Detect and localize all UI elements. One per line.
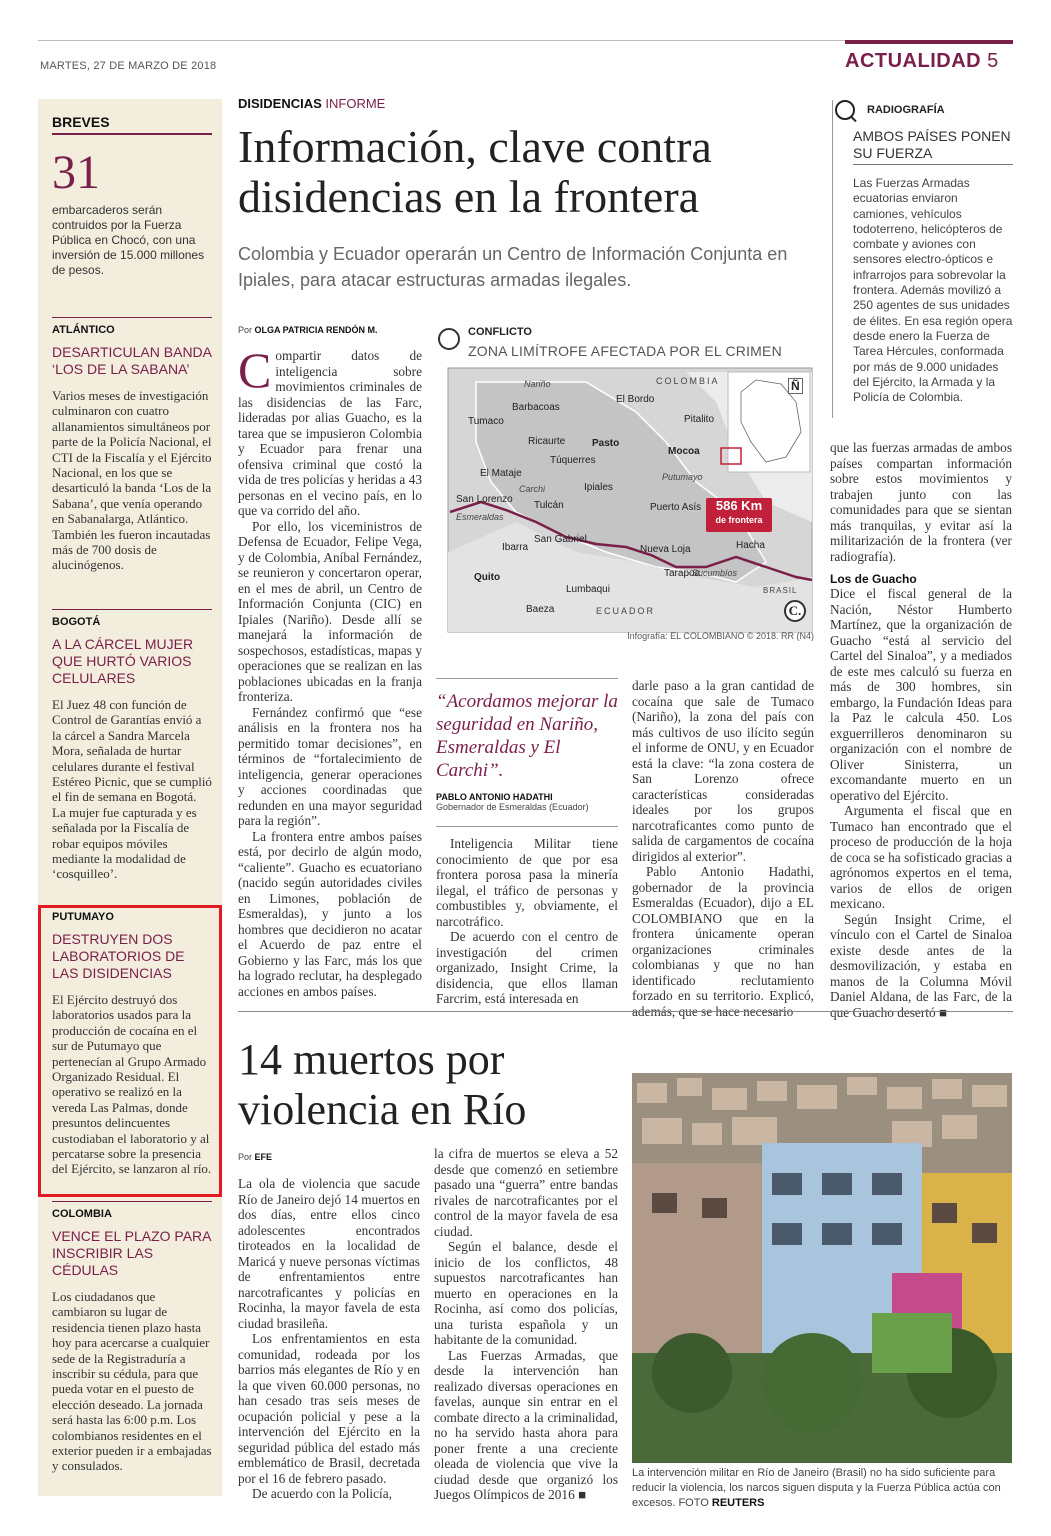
pull-quote: [436, 690, 618, 812]
brief-text: Los ciudadanos que cambiaron su lugar de residencia tienen plazo hasta hoy para acercarse a cualquier sede de la Registraduría a inscribir su cédula, para que pueda votar en el puesto de elección deseado. La jornada será hasta las 6:00 p.m. Los colombianos residentes en el exterior pueden ir a embajadas y consulados.: [52, 1289, 212, 1474]
article-byline: [238, 325, 378, 335]
brief-region: PUTUMAYO: [52, 911, 114, 923]
place-label: Ibarra: [502, 542, 529, 553]
quote-author: PABLO ANTONIO HADATHI: [436, 792, 553, 802]
byline-author: EFE: [254, 1152, 273, 1162]
kicker-topic: DISIDENCIAS: [238, 96, 322, 111]
place-label: Hacha: [736, 540, 765, 551]
magnifier-icon: [835, 100, 855, 120]
paragraph: darle paso a la gran cantidad de cocaína que sale de Tumaco (Nariño), la zona del país con más cultivos de uso ilícito según el informe de ONU, y en Ecuador está la clave: “la zona costera de San Lorenzo ofrece características consideradas ideales por los grupos narcotraficantes como punto de salida de cargamentos de cocaína dirigidos al exterior”.: [632, 678, 814, 864]
region-label: Nariño: [524, 379, 551, 389]
section-name: ACTUALIDAD: [845, 50, 982, 72]
paragraph: De acuerdo con el centro de investigación del crimen organizado, Insight Crime, la disidencia, que ellos llaman Farcrim, está interesada en: [436, 929, 618, 1006]
map-credit: Infografía: EL COLOMBIANO © 2018. RR (N4): [627, 631, 814, 641]
article-column-1: [238, 342, 422, 999]
brief-text: El Ejército destruyó dos laboratorios usados para la producción de cocaína en el sur de Putumayo que pertenecían al Grupo Armado Organizado Residual. El operativo se realizó en la vereda Las Palmas, donde presuntos delincuentes custodiaban el laboratorio y al percatarse sobre la presencia del Ejército, se lanzaron al río.: [52, 992, 212, 1177]
paragraph: Los enfrentamientos en esta comunidad, rodeada por los barrios más elegantes de Río y en la que viven 60.000 personas, no han cesado tras seis meses de ocupación policial y pese a la intervención del Ejército en la seguridad pública del estado más emblemático de Brasil, decretada por el 16 de febrero pasado.: [238, 1331, 420, 1486]
breves-intro: [52, 114, 212, 278]
place-label: San Gabriel: [534, 534, 587, 545]
quote-role: Gobernador de Esmeraldas (Ecuador): [436, 802, 589, 812]
paragraph: La ola de violencia que sacude Río de Janeiro dejó 14 muertos en dos días, entre ellos cinco adolescentes encontrados tiroteados en la localidad de Maricá y nueve personas víctimas de enfrentamientos entre narcotraficantes y policías en Rocinha, la mayor favela de esta ciudad brasileña.: [238, 1176, 420, 1331]
article-column-3: [632, 678, 814, 1019]
page-number: 5: [987, 50, 999, 72]
radiografia-text: Las Fuerzas Armadas ecuatorias enviaron camiones, vehículos todoterreno, helicópteros de combate y aviones con sensores electro-ópticos e infrarrojos para sobrevolar la frontera. Además movilizó a 250 agentes de sus unidades de élites. En esa región opera desde enero la Fuerza de Tarea Hércules, conformada por más de 9.000 unidades del Ejército, la Armada y la Policía de Colombia.: [853, 176, 1013, 405]
brief-item: [52, 317, 212, 573]
place-label: Pitalito: [684, 414, 715, 425]
place-label: Tumaco: [468, 416, 504, 427]
favela-photo: [632, 1073, 1012, 1463]
dateline: MARTES, 27 DE MARZO DE 2018: [40, 60, 217, 72]
brief-title: A LA CÁRCEL MUJER QUE HURTÓ VARIOS CELULARES: [52, 636, 194, 686]
brief-title: VENCE EL PLAZO PARA INSCRIBIR LAS CÉDULAS: [52, 1228, 211, 1278]
brief-title: DESARTICULAN BANDA ‘LOS DE LA SABANA’: [52, 344, 212, 377]
kicker-type: INFORME: [321, 96, 386, 111]
paragraph: la cifra de muertos se eleva a 52 desde que comenzó en setiembre pasado una “guerra” entre bandas rivales de narcotraficantes por el control de la mayor favela de esa ciudad.: [434, 1146, 618, 1239]
paragraph: Argumenta el fiscal que en Tumaco han encontrado que el proceso de producción de la hoja de coca se ha sofisticado gracias a agrónomos expertos en el tema, varios de ellos de origen mexicano.: [830, 803, 1012, 911]
breves-big-number: 31: [52, 146, 100, 199]
paragraph: De acuerdo con la Policía,: [252, 1486, 392, 1501]
brief-region: BOGOTÁ: [52, 609, 212, 628]
border-length-value: 586 Km: [715, 498, 763, 513]
region-label: Carchi: [519, 484, 546, 494]
place-label: Nueva Loja: [640, 544, 691, 555]
place-label: Puerto Asís: [650, 502, 702, 513]
paragraph: ompartir datos de inteligencia sobre movimientos criminales de las disidencias de las Farc, lideradas por alias Guacho, es la tarea que se impusieron Colombia y Ecuador para frenar una ofensiva criminal que costó la vida de tres policías y heridas a 43 personas en el vecino país, en lo que va corrido del año.: [238, 348, 422, 518]
north-arrow-icon: Ñ: [788, 378, 803, 394]
byline-prefix: Por: [238, 325, 255, 335]
brief-region: ATLÁNTICO: [52, 317, 212, 336]
border-length-label: de frontera: [715, 515, 763, 525]
brief-title: DESTRUYEN DOS LABORATORIOS DE LAS DISIDENCIAS: [52, 931, 185, 981]
map-tag: CONFLICTO: [468, 326, 532, 338]
article-column-4: [830, 440, 1012, 1020]
byline-author: OLGA PATRICIA RENDÓN M.: [254, 325, 378, 335]
article2-column-1: [238, 1176, 420, 1502]
article2-column-2: [434, 1146, 618, 1503]
place-label: El Mataje: [480, 468, 522, 479]
paragraph: Según el balance, desde el inicio de los conflictos, 48 supuestos narcotraficantes han muerto en operaciones en la Rocinha, así como dos policías, una turista española y un habitante de la comunidad.: [434, 1239, 618, 1347]
place-label: Barbacoas: [512, 402, 560, 413]
place-label: Ipiales: [584, 482, 613, 493]
place-label: Mocoa: [668, 446, 700, 457]
country-label: ECUADOR: [596, 606, 656, 616]
article-deck: Colombia y Ecuador operarán un Centro de Información Conjunta en Ipiales, para atacar estructuras armadas ilegales.: [238, 244, 788, 290]
brief-text: Varios meses de investigación culminaron con cuatro allanamientos simultáneos por parte de la Policía Nacional, el CTI de la Fiscalía y el Ejército Nacional, en los que se desarticuló la banda ‘Los de la Sabana’, que venía operando en Sabanalarga, Atlántico. También les fueron incautadas más de 700 dosis de alucinógenos.: [52, 388, 212, 573]
paragraph: La frontera entre ambos países está, por decirlo de algún modo, “caliente”. Guacho es ecuatoriano (nacido según autoridades civiles en Limones, población de Esmeraldas), y junto a los hombres que decidieron no acatar el Acuerdo de paz entre el Gobierno y las Farc, más los que ha logrado reclutar, ha desplegado acciones en ambos países.: [238, 828, 422, 999]
place-label: Túquerres: [550, 455, 596, 466]
radiografia-box: [832, 100, 1012, 418]
brief-text: El Juez 48 con función de Control de Garantías envió a la cárcel a Sandra Marcela Mora, señalada de hurtar celulares durante el festival Estéreo Picnic, que se cumplió el fin de semana en Bogotá. La mujer fue capturada y es señalada por la Fiscalía de robar equipos móviles mediante la modalidad de ‘cosquilleo’.: [52, 697, 212, 882]
place-label: El Bordo: [616, 394, 655, 405]
place-label: Lumbaqui: [566, 584, 610, 595]
article-column-2: [436, 836, 618, 1007]
paragraph: Pablo Antonio Hadathi, gobernador de la provincia Esmeraldas (Ecuador), dijo a EL COLOMBIANO que en la frontera únicamente operan organizaciones criminales colombianas y que no han identificado reclutamiento forzado en su territorio. Explicó, además, que se hace necesario: [632, 864, 814, 1019]
map-title: ZONA LIMÍTROFE AFECTADA POR EL CRIMEN: [468, 343, 782, 359]
conflict-map-graphic: [436, 322, 814, 644]
place-label: San Lorenzo: [456, 494, 513, 505]
country-label: BRASIL: [763, 586, 798, 595]
region-label: Esmeraldas: [456, 512, 504, 522]
byline-prefix: Por: [238, 1152, 255, 1162]
brief-item: [52, 1201, 212, 1474]
radiografia-tag: RADIOGRAFÍA: [867, 104, 945, 116]
breves-sidebar: [38, 99, 222, 1496]
quote-rule: [436, 678, 618, 679]
paragraph: Según Insight Crime, el vínculo con el Cartel de Sinaloa existe desde antes de la desmovilización, y estaba en manos de la Columna Móvil Daniel Aldana, de las Farc, de la que Guacho desertó ■: [830, 911, 1012, 1020]
el-colombiano-logo: C.: [784, 600, 806, 622]
place-label: Baeza: [526, 604, 555, 615]
breves-big-number-text: embarcaderos serán contruidos por la Fuerza Pública en Chocó, con una inversión de 15.000 millones de pesos.: [52, 203, 205, 277]
place-label: Ricaurte: [528, 436, 566, 447]
radiografia-title: AMBOS PAÍSES PONEN SU FUERZA: [853, 128, 1013, 165]
breves-heading: BREVES: [52, 114, 212, 135]
article2-byline: [238, 1152, 272, 1162]
rifle-icon: [438, 328, 460, 350]
place-label: Tarapoa: [664, 568, 701, 579]
paragraph: Las Fuerzas Armadas, que desde la intervención han realizado diversas operaciones en favelas, aunque sin entrar en el combate directo a la criminalidad, no ha servido hasta ahora para poner frente a una creciente oleada de violencia que vive la ciudad desde que organizó los Juegos Olímpicos de 2016 ■: [434, 1347, 618, 1502]
region-label: Putumayo: [662, 472, 703, 482]
article2-headline: 14 muertos por violencia en Río: [238, 1035, 527, 1134]
place-label: Tulcán: [534, 500, 564, 511]
paragraph: Dice el fiscal general de la Nación, Néstor Humberto Martínez, que la organización de Guacho “está al servicio del Cartel del Sinaloa”, y a mediados de este mes calculó su fuerza en más de 300 hombres, sin embargo, la Fundación Ideas para la Paz le calcula 450. Los exguerrilleros denominaron su organización con el nombre de Oliver Sinisterra, un excomandante muerto en un operativo del Ejército.: [830, 586, 1012, 803]
place-label: Quito: [474, 572, 501, 583]
photo-caption: [632, 1466, 1012, 1511]
country-label: COLOMBIA: [656, 376, 720, 386]
section-tab: [845, 40, 1013, 73]
article-kicker: [238, 96, 385, 111]
photo-credit: REUTERS: [711, 1497, 765, 1509]
brief-region: COLOMBIA: [52, 1201, 212, 1220]
paragraph: Por ello, los viceministros de Defensa de Ecuador, Felipe Vega, y de Colombia, Aníbal Fernández, se reunieron y concertaron operar, en el mes de abril, un Centro de Información Conjunta (CIC) en Ipiales (Nariño). Desde allí se manejará la información de sospechosos, estadísticas, mapas y operaciones que se realizan en las poblaciones ubicadas en la franja fronteriza.: [238, 518, 422, 704]
region-label: Sucumbíos: [692, 568, 738, 578]
place-label: Pasto: [592, 438, 620, 449]
paragraph: Inteligencia Militar tiene conocimiento de que por esa frontera porosa pasa la minería ilegal, el tráfico de personas y combustibles y, obviamente, el narcotráfico.: [436, 836, 618, 929]
highlight-box: [38, 905, 222, 1197]
section-divider: [238, 1011, 1013, 1012]
brief-item: [52, 609, 212, 882]
paragraph: Fernández confirmó que “ese análisis en la frontera nos ha permitido tomar decisiones”, en términos de “fortalecimiento de inteligencia, generar operaciones y acciones coordinadas que redunden en una mayor seguridad para la región”.: [238, 704, 422, 828]
drop-cap: C: [238, 342, 272, 398]
paragraph: que las fuerzas armadas de ambos países compartan información sobre estos movimientos y trabajen junto con las comunidades para que se sientan más tranquilas, y evitar así la militarización de la frontera (ver radiografía).: [830, 440, 1012, 564]
quote-text: “Acordamos mejorar la seguridad en Nariño, Esmeraldas y El Carchi”.: [436, 691, 618, 781]
caption-text: La intervención militar en Río de Janeiro (Brasil) no ha sido suficiente para reducir la violencia, los narcos siguen disputa y la Fuerza Pública actúa con excesos. FOTO: [632, 1467, 1001, 1509]
article-headline: Información, clave contra disidencias en la frontera: [238, 121, 712, 222]
subheading: Los de Guacho: [830, 572, 917, 586]
quote-rule: [436, 826, 618, 827]
